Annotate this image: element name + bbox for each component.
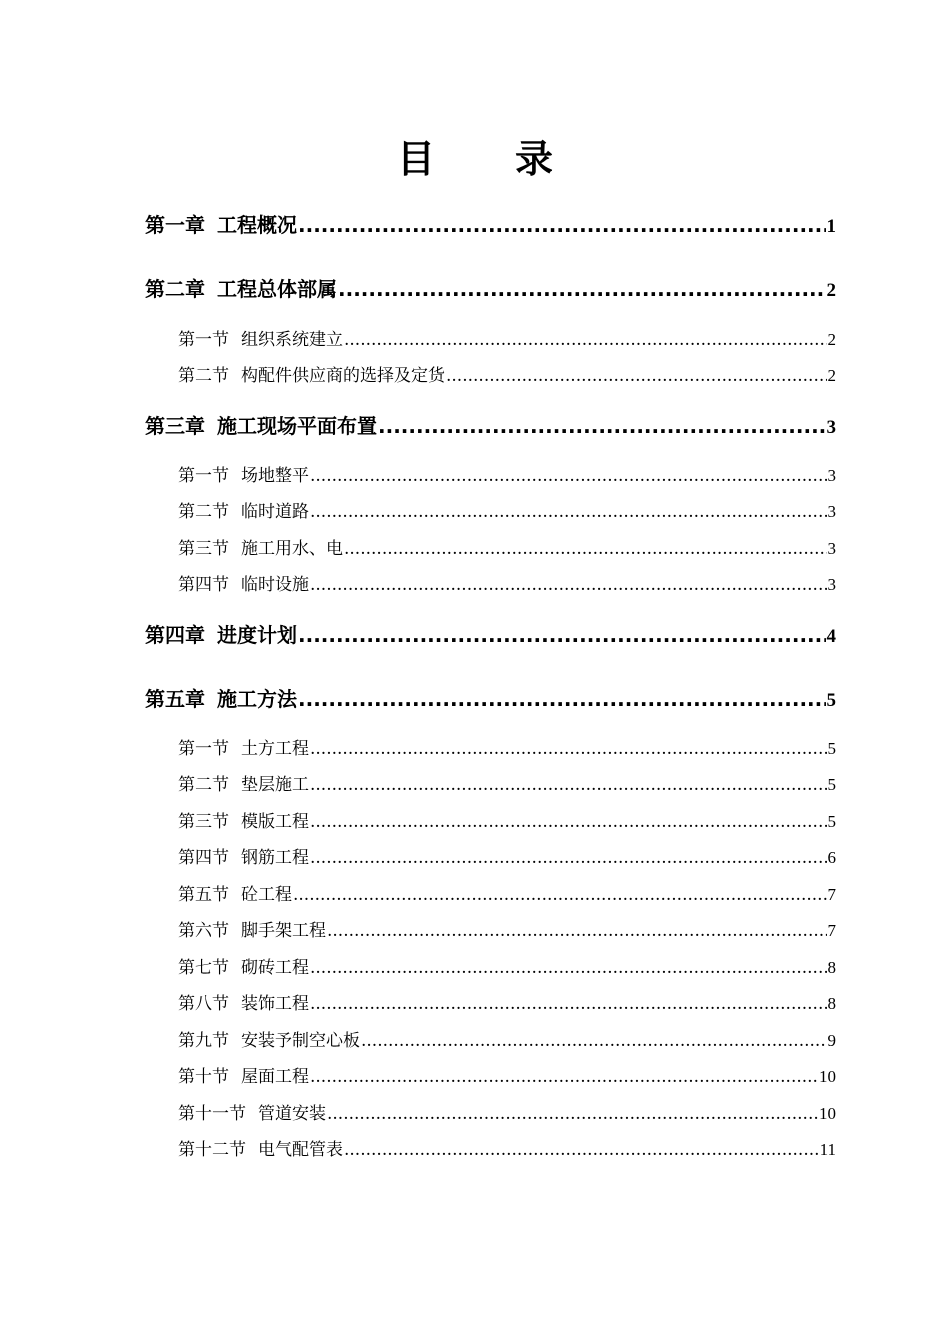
toc-entry[interactable] [145, 209, 836, 238]
toc-entry[interactable] [178, 916, 836, 941]
toc-entry-number: 第四章 [145, 623, 205, 647]
dot-leader [298, 213, 826, 237]
dot-leader [327, 1104, 818, 1124]
toc-entry-page: 3 [827, 466, 836, 485]
toc-entry[interactable] [178, 1099, 836, 1124]
toc-entry-page: 6 [827, 848, 836, 867]
toc-entry-page: 10 [819, 1104, 836, 1123]
toc-entry-name: 钢筋工程 [241, 848, 309, 868]
toc-entry-name: 施工方法 [217, 687, 297, 711]
toc-entry[interactable] [145, 683, 836, 712]
dot-leader [361, 1031, 827, 1051]
toc-entry-page: 1 [826, 216, 836, 237]
toc-entry[interactable] [178, 953, 836, 978]
toc-entry-page: 11 [819, 1140, 836, 1159]
toc-entry-name: 组织系统建立 [241, 330, 343, 350]
toc-entry-name: 工程概况 [217, 213, 297, 237]
toc-entry-name: 土方工程 [241, 739, 309, 759]
toc-entry[interactable] [178, 1062, 836, 1087]
toc-entry-number: 第七节 [178, 958, 229, 978]
toc-entry[interactable] [178, 1026, 836, 1051]
toc-entry-page: 2 [827, 366, 836, 385]
toc-entry-name: 装饰工程 [241, 994, 309, 1014]
toc-entry-number: 第四节 [178, 575, 229, 595]
toc-entry[interactable] [178, 807, 836, 832]
dot-leader [298, 687, 826, 711]
toc-entry[interactable] [178, 534, 836, 559]
dot-leader [338, 277, 826, 301]
toc-entry-name: 临时设施 [241, 575, 309, 595]
toc-entry[interactable] [178, 570, 836, 595]
toc-entry-page: 5 [827, 739, 836, 758]
dot-leader [446, 366, 827, 386]
title-char-1: 目 [396, 137, 435, 181]
toc-entry-page: 3 [827, 502, 836, 521]
dot-leader [310, 775, 827, 795]
toc-entry-name: 砌砖工程 [241, 958, 309, 978]
toc-entry[interactable] [145, 273, 836, 302]
toc-entry[interactable] [145, 619, 836, 648]
dot-leader [293, 885, 827, 905]
toc-entry-number: 第十一节 [178, 1104, 246, 1124]
dot-leader [310, 994, 827, 1014]
toc-entry-page: 7 [827, 885, 836, 904]
toc-entry-page: 3 [827, 539, 836, 558]
title-char-2: 录 [515, 137, 554, 181]
toc-entry-number: 第二节 [178, 775, 229, 795]
toc-entry-number: 第十节 [178, 1067, 229, 1087]
toc-entry[interactable] [178, 843, 836, 868]
toc-entry-page: 8 [827, 994, 836, 1013]
toc-entry-page: 5 [827, 775, 836, 794]
toc-entry[interactable] [178, 880, 836, 905]
toc-entry-page: 4 [826, 626, 836, 647]
dot-leader [298, 623, 826, 647]
toc-entry-number: 第一章 [145, 213, 205, 237]
toc-entry-name: 脚手架工程 [241, 921, 326, 941]
toc-entry-name: 场地整平 [241, 466, 309, 486]
toc-entry-number: 第八节 [178, 994, 229, 1014]
toc-entry-page: 2 [826, 280, 836, 301]
toc-entry-name: 工程总体部属 [217, 277, 337, 301]
toc-entry[interactable] [145, 410, 836, 439]
toc-entry[interactable] [178, 461, 836, 486]
toc-entry-name: 砼工程 [241, 885, 292, 905]
toc-entry-page: 3 [827, 575, 836, 594]
toc-entry-number: 第四节 [178, 848, 229, 868]
toc-entry-number: 第一节 [178, 466, 229, 486]
dot-leader [344, 1140, 819, 1160]
toc-entry-page: 10 [819, 1067, 836, 1086]
toc-entry-name: 施工用水、电 [241, 539, 343, 559]
toc-entry-page: 8 [827, 958, 836, 977]
toc-entry-page: 5 [827, 812, 836, 831]
toc-entry-page: 5 [826, 690, 836, 711]
dot-leader [310, 739, 827, 759]
toc-entry[interactable] [178, 361, 836, 386]
toc-entry-page: 7 [827, 921, 836, 940]
toc-entry-number: 第三节 [178, 812, 229, 832]
toc-entry[interactable] [178, 989, 836, 1014]
toc-entry-number: 第三章 [145, 414, 205, 438]
toc-entry[interactable] [178, 325, 836, 350]
dot-leader [310, 575, 827, 595]
toc-entry-page: 9 [827, 1031, 836, 1050]
toc-entry-name: 电气配管表 [258, 1140, 343, 1160]
dot-leader [344, 330, 827, 350]
toc-entry-name: 管道安装 [258, 1104, 326, 1124]
toc-entry-number: 第十二节 [178, 1140, 246, 1160]
dot-leader [310, 848, 827, 868]
toc-entry-number: 第一节 [178, 330, 229, 350]
toc-entry-number: 第二节 [178, 366, 229, 386]
toc-entry-page: 2 [827, 330, 836, 349]
dot-leader [310, 502, 827, 522]
toc-entry-number: 第二章 [145, 277, 205, 301]
toc-entry[interactable] [178, 770, 836, 795]
toc-entry-number: 第九节 [178, 1031, 229, 1051]
toc-entry[interactable] [178, 734, 836, 759]
dot-leader [378, 414, 826, 438]
toc-entry-name: 进度计划 [217, 623, 297, 647]
dot-leader [310, 812, 827, 832]
toc-entry[interactable] [178, 497, 836, 522]
toc-entry-number: 第五节 [178, 885, 229, 905]
toc-entry-number: 第三节 [178, 539, 229, 559]
toc-entry-name: 临时道路 [241, 502, 309, 522]
toc-entry-number: 第一节 [178, 739, 229, 759]
toc-entry-number: 第二节 [178, 502, 229, 522]
page-title [0, 128, 950, 183]
toc-entry-name: 构配件供应商的选择及定货 [241, 366, 445, 386]
toc-entry-name: 垫层施工 [241, 775, 309, 795]
toc-entry-number: 第五章 [145, 687, 205, 711]
dot-leader [310, 1067, 818, 1087]
dot-leader [344, 539, 827, 559]
toc-entry-name: 模版工程 [241, 812, 309, 832]
toc-entry-name: 屋面工程 [241, 1067, 309, 1087]
dot-leader [327, 921, 827, 941]
toc-entry-name: 施工现场平面布置 [217, 414, 377, 438]
dot-leader [310, 466, 827, 486]
toc-entry[interactable] [178, 1135, 836, 1160]
toc-entry-number: 第六节 [178, 921, 229, 941]
toc-entry-name: 安装予制空心板 [241, 1031, 360, 1051]
toc-entry-page: 3 [826, 417, 836, 438]
dot-leader [310, 958, 827, 978]
